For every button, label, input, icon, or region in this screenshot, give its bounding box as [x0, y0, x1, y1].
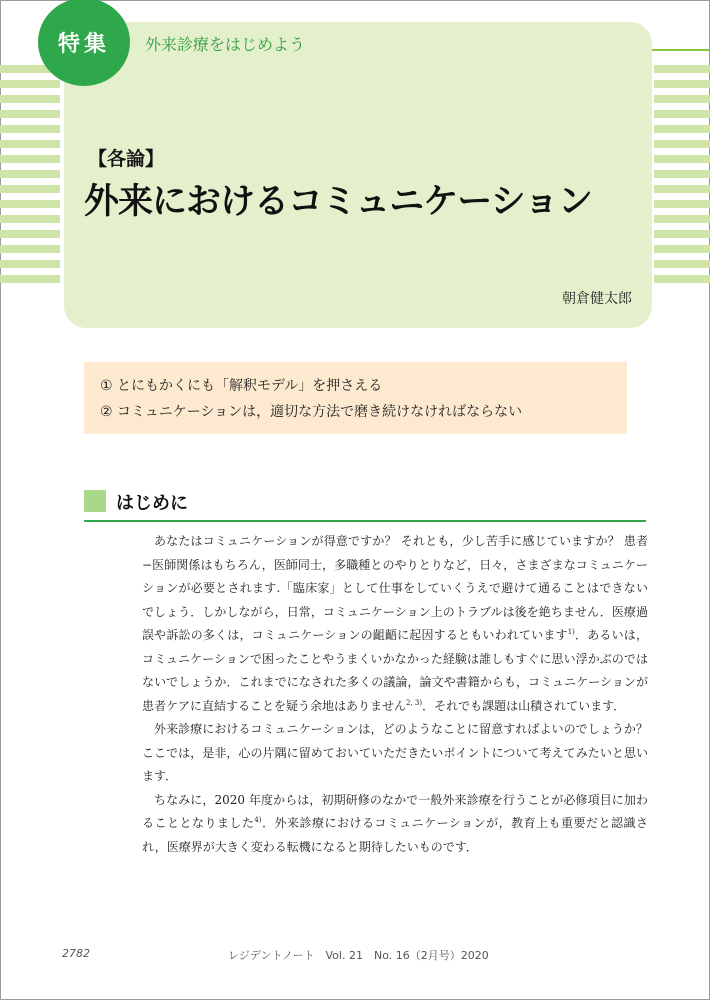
- key-point: ② コミュニケーションは，適切な方法で磨き続けなければならない: [100, 404, 523, 420]
- series-title: 外来診療をはじめよう: [145, 35, 306, 54]
- section-tag: 【各論】: [88, 148, 165, 170]
- author-name: 朝倉健太郎: [562, 291, 632, 307]
- citation: 1): [567, 628, 575, 636]
- citation: 4): [254, 816, 262, 824]
- section-heading: はじめに: [116, 493, 188, 514]
- key-points-box: [84, 362, 627, 434]
- key-point: ① とにもかくにも「解釈モデル」を押さえる: [100, 378, 383, 394]
- body-text: [142, 530, 648, 859]
- paragraph: 外来診療におけるコミュニケーションは，どのようなことに留意すればよいのでしょうか？ ここでは，是非，心の片隅に留めておいていただきたいポイントについて考えてみたいと思います．: [142, 722, 648, 783]
- feature-badge: 特集: [38, 0, 130, 86]
- paragraph: あなたはコミュニケーションが得意ですか？ それとも，少し苦手に感じていますか？ 患者−医師関係はもちろん，医師同士，多職種とのやりとりなど，日々，さまざまなコミュニケーションが必要とされます.「臨床家」として仕事をしていくうえで避けて通ることはできないでしょう．しかしながら，日常，コミュニケーション上のトラブルは後を絶ちません．医療過誤や訴訟の多くは，コミュニケーションの齟齬に起因するともいわれています$^{1)}$．あるいは，コミュニケーションで困ったことやうまくいかなかった経験は誰しもすぐに思い浮かぶのではないでしょうか．これまでになされた多くの議論，論文や書籍からも，コミュニケーションが患者ケアに直結することを疑う余地はありません$^{2, 3)}$．それでも課題は山積されています．: [142, 534, 648, 713]
- journal-footer: レジデントノート Vol. 21 No. 16（2月号）2020: [228, 949, 489, 962]
- section-marker: [84, 490, 106, 512]
- article-title: 外来におけるコミュニケーション: [84, 182, 592, 222]
- right-stripes: [654, 65, 710, 295]
- citation: 2, 3): [406, 698, 423, 707]
- section-rule: [84, 520, 646, 522]
- paragraph: ちなみに，2020 年度からは，初期研修のなかで一般外来診療を行うことが必修項目に加わることとなりました$^{4)}$．外来診療におけるコミュニケーションが，教育上も重要だと認識され，医療界が大きく変わる転機になると期待したいものです．: [142, 792, 648, 854]
- left-stripes: [0, 65, 60, 295]
- page-number: 2782: [62, 947, 90, 960]
